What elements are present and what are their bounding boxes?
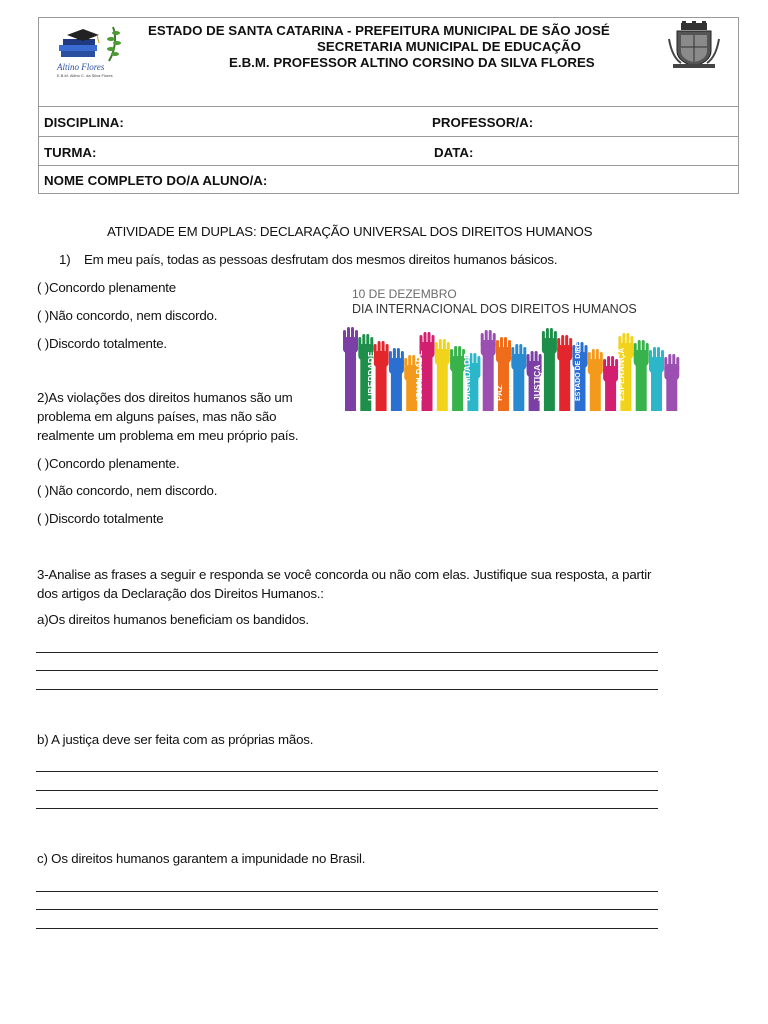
human-rights-banner [342, 283, 690, 411]
disciplina-label: DISCIPLINA: [44, 115, 124, 130]
school-logo [53, 21, 131, 79]
q2-text-line-1: 2)As violações dos direitos humanos são um [37, 390, 293, 405]
hand-icon [634, 340, 649, 411]
header-line-3: E.B.M. PROFESSOR ALTINO CORSINO DA SILVA FLORES [229, 55, 595, 70]
q1-option-3: ( )Discordo totalmente. [37, 336, 167, 351]
header-line-2: SECRETARIA MUNICIPAL DE EDUCAÇÃO [317, 39, 581, 54]
answer-line[interactable] [36, 790, 658, 791]
q2-option-1: ( )Concordo plenamente. [37, 456, 180, 471]
answer-line[interactable] [36, 670, 658, 671]
hand-icon [435, 339, 450, 411]
banner-word: LIBERDADE [366, 351, 376, 401]
answer-line[interactable] [36, 808, 658, 809]
hand-icon [649, 347, 664, 411]
q1-text: Em meu país, todas as pessoas desfrutam dos mesmos direitos humanos básicos. [84, 252, 558, 267]
answer-line[interactable] [36, 771, 658, 772]
school-logo-subtext: E.B.M. Altino C. da Silva Flores [57, 73, 113, 78]
banner-word: JUSTIÇA [532, 364, 542, 401]
divider [39, 106, 738, 107]
hand-icon [664, 354, 679, 411]
turma-label: TURMA: [44, 145, 97, 160]
banner-word: DIGNIDADE [462, 353, 472, 401]
divider [39, 136, 738, 137]
hand-icon [389, 348, 404, 411]
q3c-text: c) Os direitos humanos garantem a impunidade no Brasil. [37, 851, 366, 866]
q3-text-line-2: dos artigos da Declaração dos Direitos Humanos.: [37, 586, 324, 601]
answer-line[interactable] [36, 928, 658, 929]
q2-text-line-2: problema em alguns países, mas não são [37, 409, 277, 424]
answer-line[interactable] [36, 689, 658, 690]
q3-text-line-1: 3-Analise as frases a seguir e responda se você concorda ou não com elas. Justifique sua resposta, a partir [37, 567, 652, 582]
q3b-text: b) A justiça deve ser feita com as próprias mãos. [37, 732, 314, 747]
hand-icon [343, 327, 358, 411]
data-label: DATA: [434, 145, 474, 160]
answer-line[interactable] [36, 891, 658, 892]
banner-date: 10 DE DEZEMBRO [352, 287, 457, 301]
municipal-seal [667, 21, 721, 69]
activity-title: ATIVIDADE EM DUPLAS: DECLARAÇÃO UNIVERSAL DOS DIREITOS HUMANOS [107, 224, 593, 239]
banner-word: IGUALDADE [414, 350, 424, 401]
professor-label: PROFESSOR/A: [432, 115, 534, 130]
hand-icon [557, 335, 572, 411]
q1-number: 1) [59, 252, 71, 267]
q2-text-line-3: realmente um problema em meu próprio país. [37, 428, 299, 443]
answer-line[interactable] [36, 909, 658, 910]
banner-word: ESTADO DE DIREITO [575, 330, 582, 401]
school-logo-text: Altino Flores [57, 62, 105, 72]
header-line-1: ESTADO DE SANTA CATARINA - PREFEITURA MUNICIPAL DE SÃO JOSÉ [148, 23, 610, 38]
q2-option-3: ( )Discordo totalmente [37, 511, 164, 526]
banner-title: DIA INTERNACIONAL DOS DIREITOS HUMANOS [352, 302, 637, 316]
hand-icon [588, 349, 603, 411]
q3a-text: a)Os direitos humanos beneficiam os bandidos. [37, 612, 309, 627]
q2-option-2: ( )Não concordo, nem discordo. [37, 483, 218, 498]
q1-option-1: ( )Concordo plenamente [37, 280, 176, 295]
hand-icon [542, 328, 557, 411]
banner-word: ESPERANÇA [616, 347, 626, 401]
banner-word: PAZ [494, 384, 504, 401]
q1-option-2: ( )Não concordo, nem discordo. [37, 308, 218, 323]
divider [39, 165, 738, 166]
answer-line[interactable] [36, 652, 658, 653]
hand-icon [511, 344, 526, 411]
nome-label: NOME COMPLETO DO/A ALUNO/A: [44, 173, 268, 188]
